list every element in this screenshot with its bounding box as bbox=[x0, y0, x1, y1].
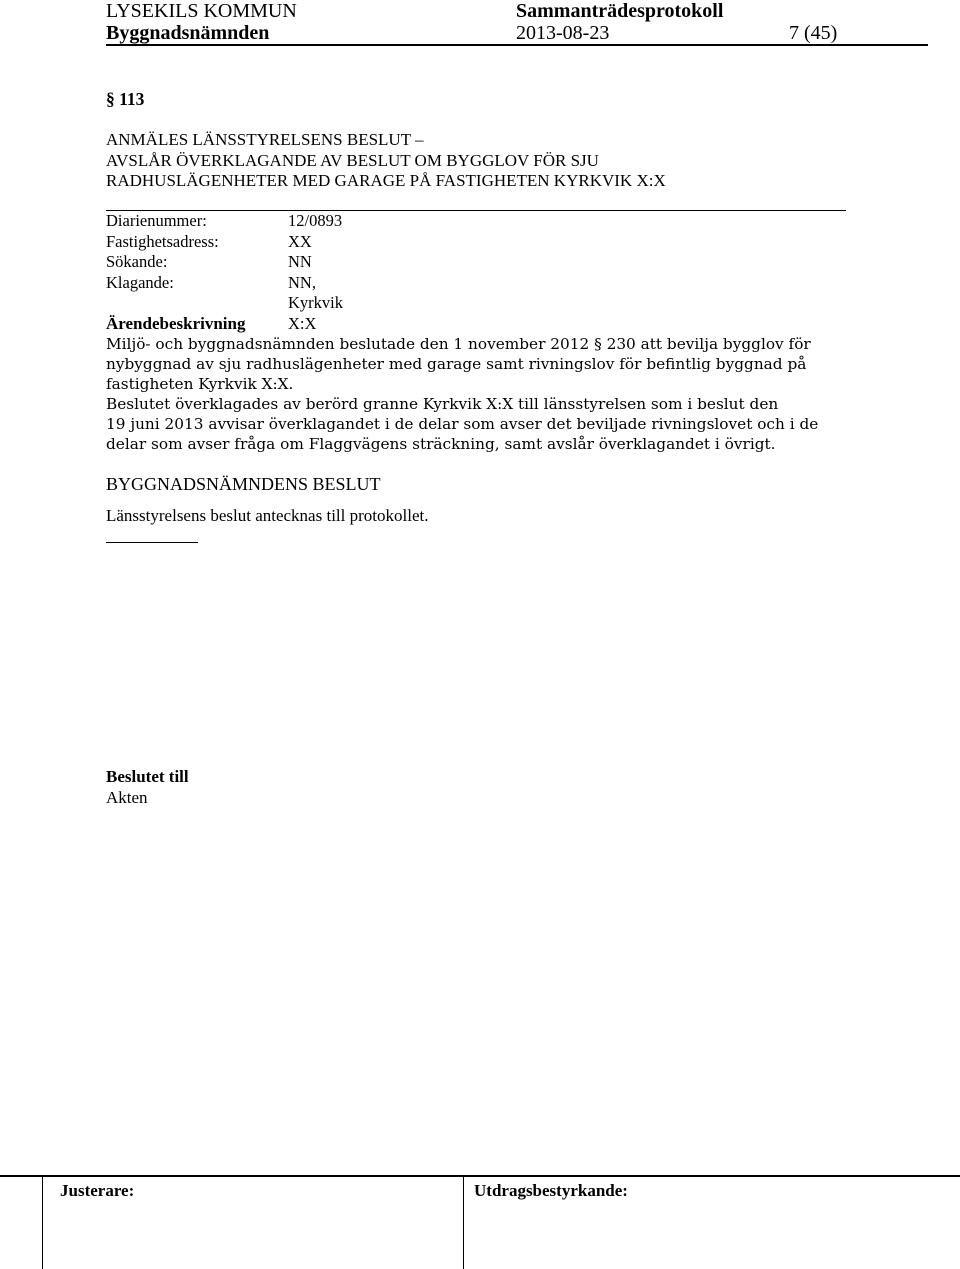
footer-divider-left bbox=[42, 1176, 43, 1269]
case-line: 19 juni 2013 avvisar överklagandet i de delar som avser det beviljade rivningslovet och i de bbox=[106, 415, 819, 433]
decision-rule bbox=[106, 542, 198, 543]
case-heading: Ärendebeskrivning bbox=[106, 314, 246, 333]
adjuster-label: Justerare: bbox=[60, 1181, 135, 1200]
meeting-date: 2013-08-23 bbox=[516, 22, 610, 44]
footer-rule bbox=[0, 1175, 960, 1177]
meta-value: XX bbox=[288, 231, 312, 251]
meta-value: NN, Kyrkvik X:X bbox=[288, 272, 343, 333]
case-line: nybyggnad av sju radhuslägenheter med garage samt rivningslov för befintlig byggnad på bbox=[106, 355, 807, 373]
case-line: Miljö- och byggnadsnämnden beslutade den 1 november 2012 § 230 att bevilja bygglov för bbox=[106, 335, 811, 353]
meta-label: Sökande: bbox=[106, 252, 168, 271]
section-number: § 113 bbox=[106, 89, 145, 109]
document-type: Sammanträdesprotokoll bbox=[516, 0, 724, 22]
title-line-1: ANMÄLES LÄNSSTYRELSENS BESLUT – bbox=[106, 130, 424, 149]
case-line: fastigheten Kyrkvik X:X. bbox=[106, 375, 294, 393]
title-line-3: RADHUSLÄGENHETER MED GARAGE PÅ FASTIGHETEN KYRKVIK X:X bbox=[106, 171, 666, 190]
page-number: 7 (45) bbox=[789, 22, 838, 44]
footer-divider-mid bbox=[463, 1176, 464, 1269]
case-line: Beslutet överklagades av berörd granne Kyrkvik X:X till länsstyrelsen som i beslut den bbox=[106, 395, 779, 413]
title-line-2: AVSLÅR ÖVERKLAGANDE AV BESLUT OM BYGGLOV FÖR SJU bbox=[106, 150, 599, 170]
meta-row bbox=[106, 252, 312, 273]
case-line: delar som avser fråga om Flaggvägens sträckning, samt avslår överklagandet i övrigt. bbox=[106, 435, 776, 453]
meta-row bbox=[106, 211, 343, 232]
decision-text: Länsstyrelsens beslut antecknas till protokollet. bbox=[106, 506, 429, 525]
meta-value: 12/0893 bbox=[288, 211, 343, 230]
meta-label: Klagande: bbox=[106, 272, 174, 292]
title-block bbox=[106, 130, 666, 192]
municipality-name: LYSEKILS KOMMUN bbox=[106, 0, 297, 22]
meta-row bbox=[106, 231, 312, 253]
distribution-item: Akten bbox=[106, 788, 148, 807]
meta-label: Diarienummer: bbox=[106, 211, 207, 230]
board-name: Byggnadsnämnden bbox=[106, 22, 270, 44]
header-rule bbox=[106, 44, 928, 46]
meta-label: Fastighetsadress: bbox=[106, 231, 219, 251]
decision-heading: BYGGNADSNÄMNDENS BESLUT bbox=[106, 474, 381, 494]
extract-label: Utdragsbestyrkande: bbox=[474, 1181, 628, 1200]
meta-value: NN bbox=[288, 252, 312, 271]
distribution-heading: Beslutet till bbox=[106, 767, 189, 786]
